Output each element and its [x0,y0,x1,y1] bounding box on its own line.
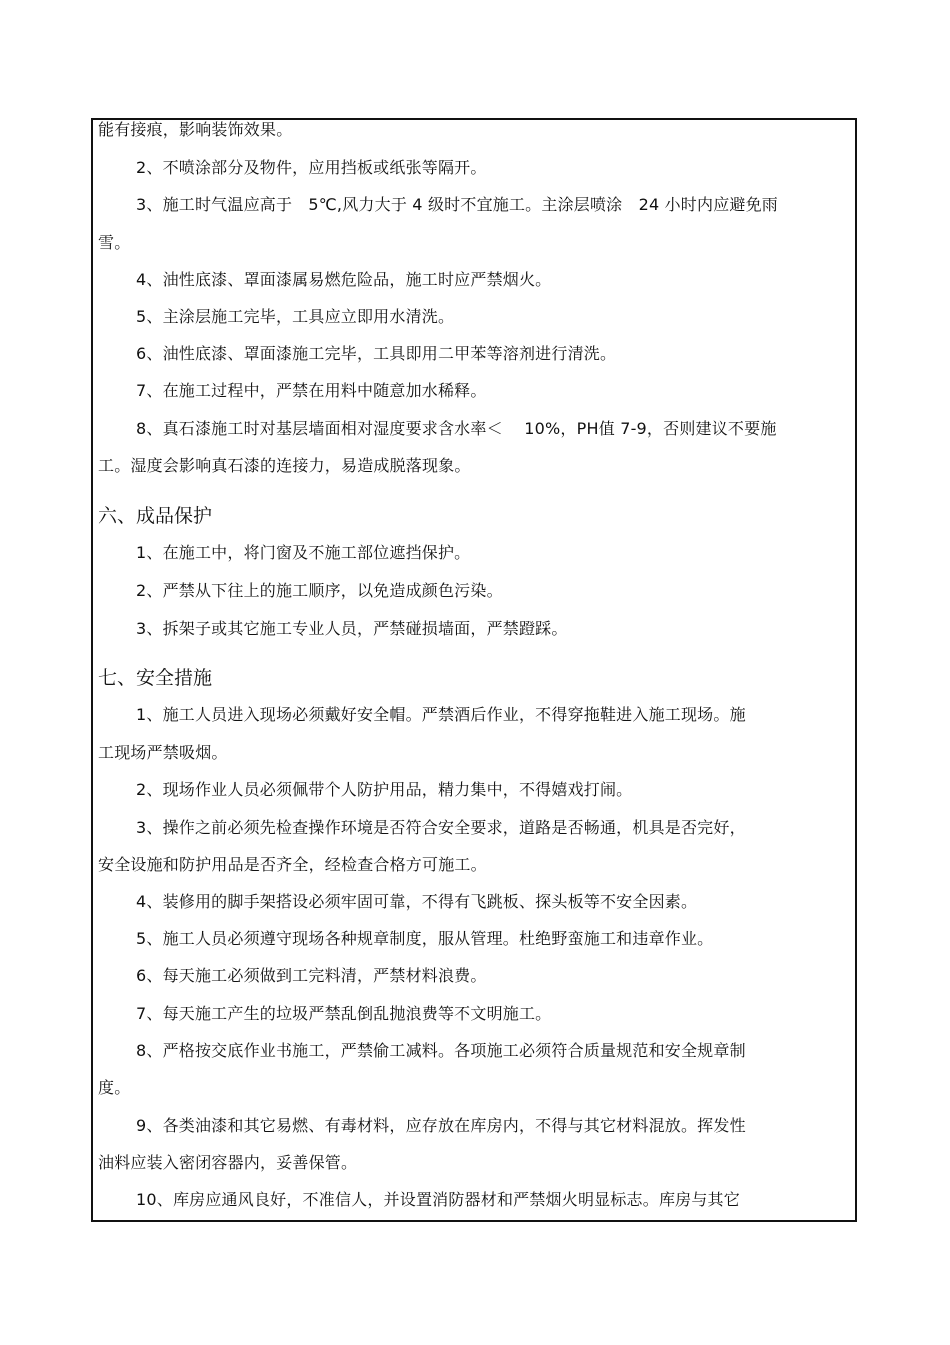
text-line: 3、拆架子或其它施工专业人员，严禁碰损墙面，严禁蹬踩。 [136,619,568,638]
text-line: 工现场严禁吸烟。 [98,743,228,762]
section-heading: 六、成品保护 [98,505,213,527]
text-line: 4、装修用的脚手架搭设必须牢固可靠，不得有飞跳板、探头板等不安全因素。 [136,892,698,911]
text-line: 9、各类油漆和其它易燃、有毒材料，应存放在库房内，不得与其它材料混放。挥发性 [136,1116,746,1135]
text-line: 油料应装入密闭容器内，妥善保管。 [98,1153,358,1172]
text-line: 5、施工人员必须遵守现场各种规章制度，服从管理。杜绝野蛮施工和违章作业。 [136,929,714,948]
text-line: 2、现场作业人员必须佩带个人防护用品，精力集中，不得嬉戏打闹。 [136,780,633,799]
text-line: 5、主涂层施工完毕，工具应立即用水清洗。 [136,307,455,326]
text-line: 8、真石漆施工时对基层墙面相对湿度要求含水率＜ 10%，PH值 7-9，否则建议不要施 [136,419,777,438]
text-line: 6、每天施工必须做到工完料清，严禁材料浪费。 [136,966,487,985]
text-line: 1、施工人员进入现场必须戴好安全帽。严禁酒后作业，不得穿拖鞋进入施工现场。施 [136,705,746,724]
text-line: 2、不喷涂部分及物件，应用挡板或纸张等隔开。 [136,158,487,177]
text-line: 1、在施工中，将门窗及不施工部位遮挡保护。 [136,543,471,562]
section-heading: 七、安全措施 [98,667,213,689]
text-line: 7、在施工过程中，严禁在用料中随意加水稀释。 [136,381,487,400]
text-line: 4、油性底漆、罩面漆属易燃危险品，施工时应严禁烟火。 [136,270,552,289]
text-line: 3、操作之前必须先检查操作环境是否符合安全要求，道路是否畅通，机具是否完好， [136,818,746,837]
text-line: 能有接痕，影响装饰效果。 [98,120,293,139]
text-line: 10、库房应通风良好，不准信人，并设置消防器材和严禁烟火明显标志。库房与其它 [136,1190,740,1209]
text-line: 3、施工时气温应高于 5℃,风力大于 4 级时不宜施工。主涂层喷涂 24 小时内应避免雨 [136,195,779,214]
text-line: 8、严格按交底作业书施工，严禁偷工减料。各项施工必须符合质量规范和安全规章制 [136,1041,746,1060]
text-line: 6、油性底漆、罩面漆施工完毕，工具即用二甲苯等溶剂进行清洗。 [136,344,617,363]
text-line: 度。 [98,1078,131,1097]
text-line: 7、每天施工产生的垃圾严禁乱倒乱抛浪费等不文明施工。 [136,1004,552,1023]
text-line: 工。湿度会影响真石漆的连接力，易造成脱落现象。 [98,456,471,475]
text-line: 安全设施和防护用品是否齐全，经检查合格方可施工。 [98,855,487,874]
text-line: 雪。 [98,233,131,252]
text-line: 2、严禁从下往上的施工顺序，以免造成颜色污染。 [136,581,503,600]
